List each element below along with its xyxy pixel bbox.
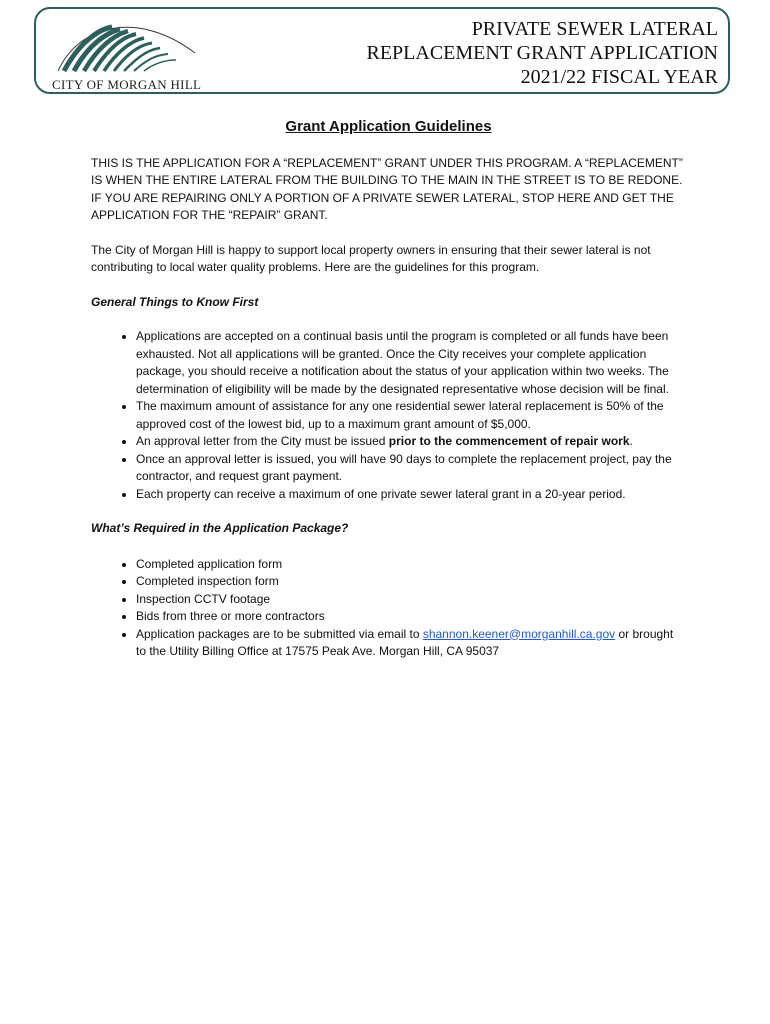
- list-item: • Completed application form: [136, 556, 686, 574]
- approval-emphasis: prior to the commencement of repair work: [388, 434, 630, 448]
- title-line-2: REPLACEMENT GRANT APPLICATION: [366, 42, 718, 64]
- list-item: • Applications are accepted on a continual basis until the program is completed or all funds have been exhausted. Not all applications will be granted. Once the City receives your complete application package, you should receive a notification about the status of your application within two weeks. The determination of eligibility will be made by the designated representative whose decision will be final.: [136, 328, 686, 398]
- submission-text: Application packages are to be submitted via email to: [136, 626, 423, 641]
- replacement-notice: THIS IS THE APPLICATION FOR A “REPLACEMENT” GRANT UNDER THIS PROGRAM. A “REPLACEMENT” IS WHEN THE ENTIRE LATERAL FROM THE BUILDING TO THE MAIN IN THE STREET IS TO BE REDONE. IF YOU ARE REPAIRING ONLY A PORTION OF A PRIVATE SEWER LATERAL, STOP HERE AND GET THE APPLICATION FOR THE “REPAIR” GRANT.: [91, 155, 683, 222]
- list-item: • Completed inspection form: [136, 573, 686, 591]
- city-name-logo-text: CITY OF MORGAN HILL: [52, 77, 202, 92]
- general-list: [91, 328, 686, 503]
- list-item: • Each property can receive a maximum of one private sewer lateral grant in a 20-year period.: [136, 486, 686, 504]
- approval-text: An approval letter from the City must be issued: [136, 434, 389, 448]
- approval-end: .: [629, 434, 633, 448]
- application-title: [366, 17, 718, 89]
- email-link[interactable]: shannon.keener@morganhill.ca.gov: [422, 626, 616, 641]
- required-section-heading: What’s Required in the Application Package?: [91, 521, 349, 535]
- general-section-heading: General Things to Know First: [91, 294, 259, 309]
- list-item: • The maximum amount of assistance for any one residential sewer lateral replacement is 50% of the approved cost of the lowest bid, up to a maximum grant amount of $5,000.: [136, 398, 686, 433]
- title-line-1: PRIVATE SEWER LATERAL: [471, 18, 718, 40]
- title-line-3: 2021/22 FISCAL YEAR: [520, 66, 718, 88]
- list-item: [136, 433, 686, 451]
- intro-paragraph: The City of Morgan Hill is happy to support local property owners in ensuring that their sewer lateral is not contributing to local water quality problems. Here are the guidelines for this program.: [91, 242, 651, 274]
- submission-address: or brought to the Utility Billing Office at 17575 Peak Ave. Morgan Hill, CA 95037: [136, 626, 674, 658]
- page-title: Grant Application Guidelines: [285, 118, 492, 135]
- list-item: • Bids from three or more contractors: [136, 608, 686, 626]
- list-item: • Once an approval letter is issued, you will have 90 days to complete the replacement project, pay the contractor, and request grant payment.: [136, 451, 686, 486]
- list-item: • Inspection CCTV footage: [136, 591, 686, 609]
- list-item: [136, 626, 686, 661]
- document-body: [91, 118, 686, 661]
- header-box: [34, 7, 730, 94]
- required-list: [91, 556, 686, 661]
- city-hills-logo-icon: [50, 13, 200, 73]
